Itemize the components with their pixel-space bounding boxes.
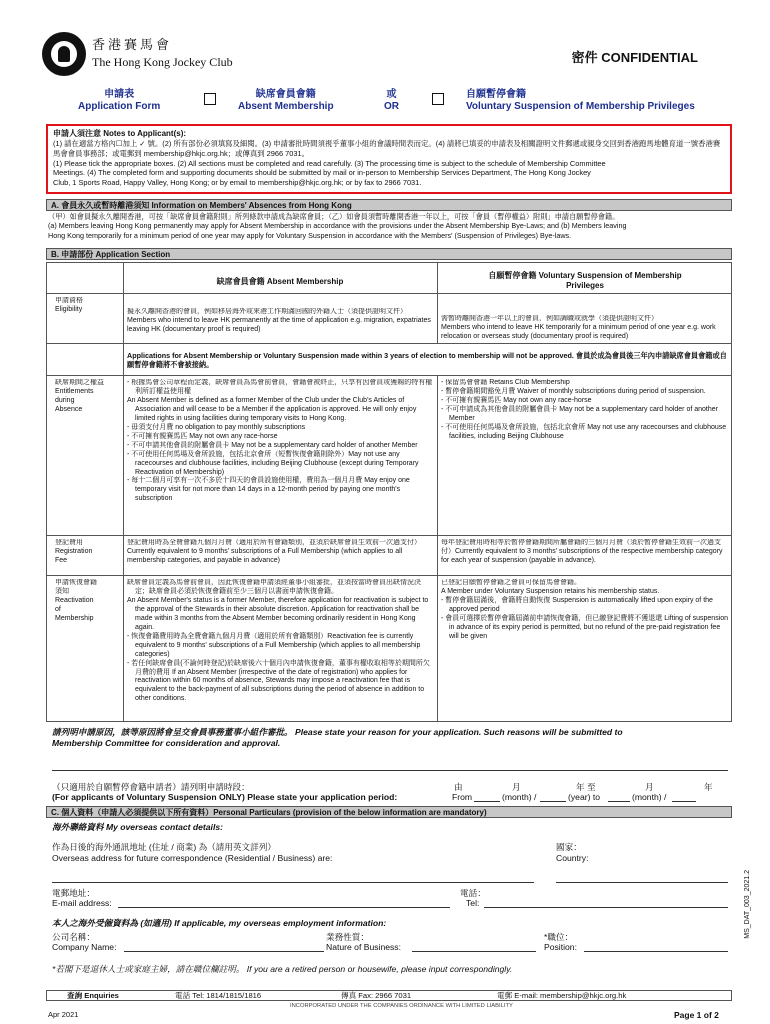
from-en: From [452, 792, 473, 802]
year2-zh: 年 [704, 782, 713, 792]
notes-en-1: (1) Please tick the appropriate boxes. (2) All sections must be completed and read carefully. (3) The processing time is subject to the schedule of Membership Committee [53, 158, 606, 168]
month-en: (month) / [502, 792, 537, 802]
email-input[interactable] [118, 907, 450, 908]
form-code: MS_DAT_003_2021.2 [744, 870, 751, 939]
or-label: 或 OR [384, 89, 399, 112]
employment-title: 本人之海外受僱資料為 (如適用) If applicable, my overseas employment information: [52, 918, 387, 928]
notes-title: 申請人須注意 Notes to Applicant(s): [53, 129, 187, 138]
company-input[interactable] [124, 951, 324, 952]
col-voluntary-header: 自願暫停會籍 Voluntary Suspension of Membership Privileges [488, 271, 682, 291]
notes-en-2: Meetings. (4) The completed form and supporting documents should be submitted by mail or in-person to Membership Services Department, The Hong Kong Jockey [53, 168, 591, 178]
hkjc-emblem-icon [42, 32, 86, 76]
registration-voluntary: 每年登記費用時相等於暫停會籍期間所屬會籍的三個月月費（須於暫停會籍生效前一次過支付）Currently equivalent to 3 months' subscriptions of the respective membership category for each year of suspension (payable in advance). [441, 539, 723, 564]
enquiries-label: 查詢 Enquiries [67, 991, 119, 1000]
enquiries-email[interactable]: 電郵 E-mail: membership@hkjc.org.hk [497, 991, 627, 1000]
eligibility-voluntary: 需暫時離開香港一年以上的會員，例如調職或就學（須提供證明文件） Members who intend to leave HK temporarily for a minimum period of one year e.g. work relocation or overseas study (documentary proof is required) [441, 315, 716, 340]
form-date: Apr 2021 [48, 1010, 79, 1019]
reactivation-voluntary: 已登記自願暫停會籍之會員可保留馬會會籍。 A Member under Voluntary Suspension retains his membership status. - 暫停會籍屆滿後，會籍將自動恢復 Suspension is automatically lifted upon expiry of the approved period - 會員可選擇於暫停會籍屆滿前申請恢復會籍，但已繳登記費將不獲退還 Lifting of suspension in advance of its expiry period is permitted, but no refund of the pre-paid registration fee will be given [441, 579, 729, 640]
reason-input-line[interactable] [52, 770, 728, 771]
absent-membership-label: 缺席會員會籍 Absent Membership [238, 89, 334, 112]
position-label-en: Position: [544, 942, 577, 952]
month-zh: 月 [512, 782, 521, 792]
registration-label: 登記費用 Registration Fee [55, 539, 93, 564]
period-label-zh: （只適用於自願暫停會籍申請者）請列明申請時段： [52, 782, 250, 792]
three-year-warning: Applications for Absent Membership or Voluntary Suspension made within 3 years of election to membership will not be approved. 會員於成為會員後三年內申請缺席會員會籍或自願暫停會籍將不會被接納。 [127, 351, 727, 370]
email-label-zh: 電郵地址： [52, 888, 95, 898]
month2-en: (month) / [632, 792, 667, 802]
to-month-input[interactable] [608, 801, 630, 802]
enquiries-fax: 傳真 Fax: 2966 7031 [341, 991, 412, 1000]
hkjc-logo [42, 32, 233, 76]
page-number: Page 1 of 2 [674, 1010, 719, 1020]
tel-label-zh: 電話： [460, 888, 486, 898]
enquiries-tel: 電話 Tel: 1814/1815/1816 [175, 991, 262, 1000]
voluntary-suspension-label: 自願暫停會籍 Voluntary Suspension of Membership Privileges [466, 89, 695, 112]
business-input[interactable] [412, 951, 536, 952]
overseas-contact-title: 海外聯絡資料 My overseas contact details: [52, 822, 223, 832]
col-absent-header: 缺席會員會籍 Absent Membership [216, 277, 344, 286]
business-label-en: Nature of Business: [326, 942, 401, 952]
retired-note: *若閣下是退休人士或家庭主婦，請在職位欄註明。 If you are a retired person or housewife, please input correspondingly. [52, 964, 513, 974]
notes-to-applicant [46, 124, 732, 194]
address-label-en: Overseas address for future correspondence (Residential / Business) are: [52, 853, 333, 863]
address-label-zh: 作為日後的海外通訊地址 (住址 / 商業) 為（請用英文詳列） [52, 842, 276, 852]
period-label-en: (For applicants of Voluntary Suspension ONLY) Please state your application period: [52, 792, 398, 802]
notes-en-3: Club, 1 Sports Road, Happy Valley, Hong Kong; or by email to membership@hkjc.org.hk; or by fax to 2966 7031. [53, 177, 422, 187]
enquiries-bar [46, 990, 732, 1001]
section-c-title: C. 個人資料（申請人必須提供以下所有資料）Personal Particulars (provision of the below information are mandatory) [46, 806, 732, 818]
email-label-en: E-mail address: [52, 898, 112, 908]
company-label-en: Company Name: [52, 942, 117, 952]
from-zh: 由 [454, 782, 463, 792]
reactivation-label: 申請恢復會籍 須知 Reactivation of Membership [55, 579, 97, 622]
tel-input[interactable] [484, 907, 728, 908]
logo-en: The Hong Kong Jockey Club [92, 54, 233, 69]
eligibility-label: 申請資格 Eligibility [55, 297, 83, 313]
address-input[interactable] [52, 882, 534, 883]
confidential-label: 密件 CONFIDENTIAL [571, 50, 698, 65]
tel-label-en: Tel: [466, 898, 480, 908]
entitlements-label: 缺席期間之權益 Entitlements during Absence [55, 379, 104, 413]
section-a-text: （甲）如會員擬永久離開香港，可按「缺席會員會籍附則」所列條款申請成為缺席會員；（乙）如會員須暫時離開香港一年以上，可按「會員（暫停權益）附則」申請自願暫停會籍。 (a) Members leaving Hong Kong permanently may apply for Absent Membership in accordance with the provisions under the Absent Membership Bye-Laws; and (b) Members leaving Hong Kong temporarily for a minimum period of one year may apply for Voluntary Suspension in accordance with the Members' (Suspension of Privileges) Bye-laws. [48, 212, 627, 240]
absent-checkbox[interactable] [204, 93, 216, 105]
month2-zh: 月 [645, 782, 654, 792]
country-label-en: Country: [556, 853, 589, 863]
from-year-input[interactable] [540, 801, 566, 802]
section-b-title: B. 申請部份 Application Section [46, 248, 732, 260]
entitlements-voluntary: - 保留馬會會籍 Retains Club Membership - 暫停會籍期間豁免月費 Waiver of monthly subscriptions during period of suspension. - 不可擁有親賽馬匹 May not own any race-horse - 不可申請成為其他會員的附屬會員卡 May not be a supplementary card holder of another Member - 不可使用任何馬場及會所設施，包括北京會所 May not use any racecourses and clubhouse facilities, including Beijing Clubhouse [441, 379, 727, 440]
position-input[interactable] [584, 951, 728, 952]
application-form-label: 申請表 Application Form [78, 89, 161, 112]
reason-instruction: 請列明申請原因，該等原因將會呈交會員事務董事小組作審批。 Please state your reason for your application. Such reasons will be submitted to Membership Committee for consideration and approval. [52, 727, 623, 748]
form-type-chooser [68, 89, 728, 111]
registration-absent: 登記費用時為全費會籍九個月月費（適用於所有會籍類別，並須於缺席會員生效前一次過支付）Currently equivalent to 9 months' subscriptions of a Full Membership (which applies to all membership categories, and payable in advance) [127, 539, 421, 564]
voluntary-checkbox[interactable] [432, 93, 444, 105]
eligibility-absent: 擬永久離開香港的會員，例如移居海外或來港工作期滿回國的外籍人士（須提供證明文件）Members who intend to leave HK permanently at the time of application e.g. migration, expatriates leaving HK (documentary proof is required) [127, 308, 431, 333]
section-a-title: A. 會員永久或暫時離港須知 Information on Members' Absences from Hong Kong [46, 199, 732, 211]
business-label-zh: 業務性質： [326, 932, 369, 942]
to-year-input[interactable] [672, 801, 696, 802]
from-month-input[interactable] [474, 801, 500, 802]
year-zh: 年 至 [576, 782, 596, 792]
company-label-zh: 公司名稱： [52, 932, 95, 942]
entitlements-absent: - 根據馬會公司章程而定義，缺席會員為馬會前會員，會籍會被終止，只享有因會員或獲賜的特有權利所訂權益使用權 An Absent Member is defined as a former Member of the Club under the Club's Articles of Association and will cease to be a Member if the application is approved. He will only enjoy limited rights in using facilities during temporary visits to Hong Kong. - 毋須支付月費 no obligation to pay monthly subscriptions - 不可擁有親賽馬匹 May not own any race-horse - 不可申請其他會員的附屬會員卡 May not be a supplementary card holder of another Member - 不可使用任何馬場及會所設施，包括北京會所（短暫恢復會籍則除外）May not use any racecourses and clubhouse facilities, including Beijing Clubhouse (except during Temporary Reactivation of Membership) - 每十二個月可享有一次不多於十四天的會員設施使用權，費用為一個月月費 May enjoy one temporary visit for not more than 14 days in a 12-month period by paying one month's subscription [127, 379, 433, 503]
application-table [46, 262, 732, 722]
notes-zh: (1) 請在適當方格內☐加上 ✓ 號。(2) 所有部份必須填寫及細閱。(3) 申請審批時間須視乎董事小組的會議時間表而定。(4) 請將已填妥的申請表及相關證明文件郵遞或親身交回到香港跑馬地體育道一號香港賽馬會會員事務部；或電郵到 membership@hkjc.org.hk；或傳真到 2966 7031。 [53, 139, 721, 159]
country-input[interactable] [556, 882, 728, 883]
country-label-zh: 國家： [556, 842, 582, 852]
reactivation-absent: 缺席會員定義為馬會前會員，因此恢復會籍申請須經董事小組審批，並須按當時會員出缺情況決定；缺席會員必須於恢復會籍前至少三個月以書面申請恢復會籍。 An Absent Member's status is a former Member, therefore application for reactivation is subject to the approval of the Stewards in their absolute discretion. Application for reactivation shall be made within 3 months from the Absent Member becoming ordinarily resident in Hong Kong again. - 恢復會籍費用時為全費會籍九個月月費（適用於所有會籍類別）Reactivation fee is currently equivalent to 9 months' subscriptions of a Full Membership (which applies to all membership categories) - 若任何缺席會員(不論何時登記)於缺席後六十個月內申請恢復會籍，董事有權收取相等於期間所欠月費的費用 If an Absent Member (irrespective of the date of registration) who applies for reactivation within 60 months of absence, Stewards may impose a reactivation fee that is equivalent to the back-payment of all subscriptions during the period of absence in addition to other conditions. [127, 579, 430, 703]
incorporated-note: INCORPORATED UNDER THE COMPANIES ORDINANCE WITH LIMITED LIABILITY [290, 1003, 513, 1009]
position-label-zh: *職位： [544, 932, 574, 942]
year-en: (year) to [568, 792, 600, 802]
logo-zh: 香港賽馬會 [92, 38, 173, 54]
